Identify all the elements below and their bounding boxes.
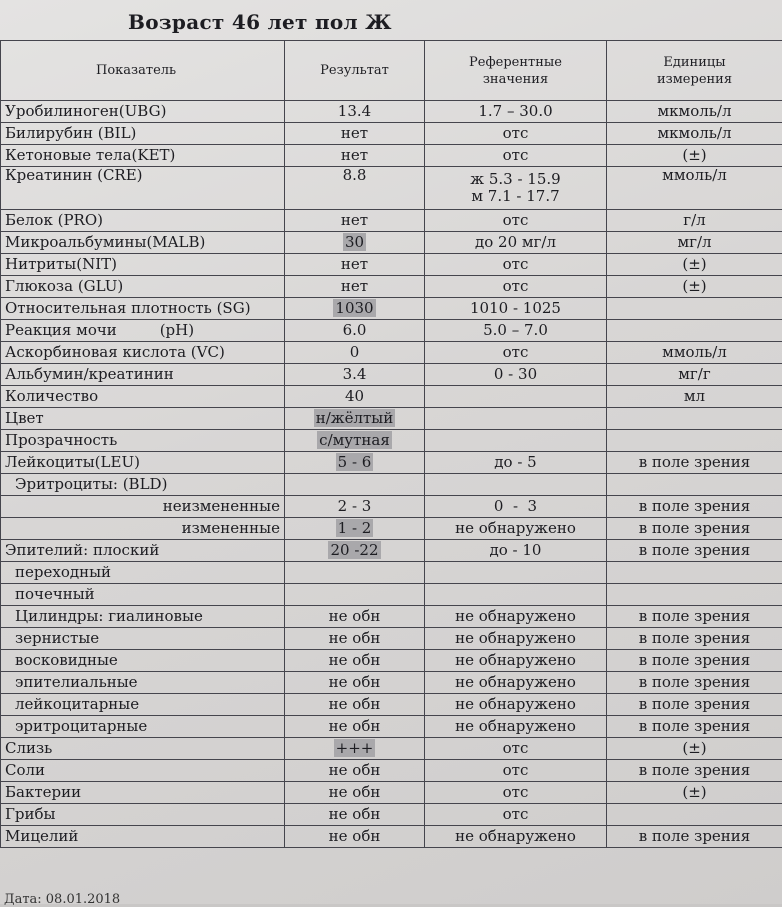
result-cell xyxy=(285,584,425,606)
table-row xyxy=(1,123,782,145)
unit-cell: в поле зрения xyxy=(607,540,782,562)
table-row xyxy=(1,101,782,123)
reference-cell: не обнаружено xyxy=(425,826,607,848)
result-cell: не обн xyxy=(285,672,425,694)
unit-cell: (±) xyxy=(607,276,782,298)
table-row xyxy=(1,672,782,694)
reference-cell: отс xyxy=(425,804,607,826)
table-row xyxy=(1,298,782,320)
reference-cell: отс xyxy=(425,123,607,145)
unit-cell: ммоль/л xyxy=(607,167,782,210)
reference-cell xyxy=(425,430,607,452)
reference-cell: до 20 мг/л xyxy=(425,232,607,254)
reference-cell: 0 - 3 xyxy=(425,496,607,518)
parameter-cell: Уробилиноген(UBG) xyxy=(1,101,285,123)
result-cell: не обн xyxy=(285,694,425,716)
unit-cell: в поле зрения xyxy=(607,650,782,672)
table-row xyxy=(1,518,782,540)
result-cell xyxy=(285,232,425,254)
result-cell: не обн xyxy=(285,804,425,826)
parameter-cell: Билирубин (BIL) xyxy=(1,123,285,145)
unit-cell: мкмоль/л xyxy=(607,123,782,145)
parameter-cell: почечный xyxy=(1,584,285,606)
unit-cell: (±) xyxy=(607,782,782,804)
unit-cell: в поле зрения xyxy=(607,628,782,650)
table-row xyxy=(1,738,782,760)
result-cell: 3.4 xyxy=(285,364,425,386)
reference-cell xyxy=(425,584,607,606)
unit-cell: мл xyxy=(607,386,782,408)
table-row xyxy=(1,650,782,672)
parameter-cell: Цилиндры: гиалиновые xyxy=(1,606,285,628)
parameter-cell: Соли xyxy=(1,760,285,782)
result-cell: нет xyxy=(285,210,425,232)
reference-cell: до - 10 xyxy=(425,540,607,562)
highlighted-value: 20 -22 xyxy=(328,541,380,559)
reference-cell xyxy=(425,386,607,408)
parameter-cell: эпителиальные xyxy=(1,672,285,694)
result-cell xyxy=(285,452,425,474)
reference-cell xyxy=(425,474,607,496)
unit-cell: в поле зрения xyxy=(607,672,782,694)
table-row xyxy=(1,452,782,474)
reference-cell: 1.7 – 30.0 xyxy=(425,101,607,123)
unit-cell: (±) xyxy=(607,145,782,167)
reference-cell: не обнаружено xyxy=(425,672,607,694)
reference-cell: 1010 - 1025 xyxy=(425,298,607,320)
result-cell: 8.8 xyxy=(285,167,425,210)
unit-cell xyxy=(607,298,782,320)
parameter-cell: Количество xyxy=(1,386,285,408)
result-cell: нет xyxy=(285,145,425,167)
result-cell: нет xyxy=(285,254,425,276)
reference-cell: отс xyxy=(425,782,607,804)
parameter-cell: Креатинин (CRE) xyxy=(1,167,285,210)
unit-cell: в поле зрения xyxy=(607,694,782,716)
table-row xyxy=(1,474,782,496)
parameter-cell: Слизь xyxy=(1,738,285,760)
reference-cell xyxy=(425,562,607,584)
table-row xyxy=(1,606,782,628)
table-row xyxy=(1,276,782,298)
reference-cell: отс xyxy=(425,738,607,760)
report-date: Дата: 08.01.2018 xyxy=(4,892,120,907)
parameter-cell: переходный xyxy=(1,562,285,584)
result-cell xyxy=(285,562,425,584)
parameter-cell: Белок (PRO) xyxy=(1,210,285,232)
reference-cell: 0 - 30 xyxy=(425,364,607,386)
result-cell: не обн xyxy=(285,760,425,782)
parameter-cell: эритроцитарные xyxy=(1,716,285,738)
unit-cell xyxy=(607,562,782,584)
parameter-cell: Относительная плотность (SG) xyxy=(1,298,285,320)
result-cell xyxy=(285,518,425,540)
parameter-cell: Эпителий: плоский xyxy=(1,540,285,562)
table-row xyxy=(1,804,782,826)
highlighted-value: с/мутная xyxy=(317,431,392,449)
unit-cell: мг/л xyxy=(607,232,782,254)
parameter-cell: Аскорбиновая кислота (VC) xyxy=(1,342,285,364)
parameter-cell: измененные xyxy=(1,518,285,540)
reference-cell: не обнаружено xyxy=(425,650,607,672)
parameter-cell: Лейкоциты(LEU) xyxy=(1,452,285,474)
table-row xyxy=(1,145,782,167)
result-cell: не обн xyxy=(285,650,425,672)
highlighted-value: +++ xyxy=(334,739,376,757)
table-row xyxy=(1,232,782,254)
result-cell xyxy=(285,738,425,760)
highlighted-value: 1030 xyxy=(333,299,375,317)
result-cell: не обн xyxy=(285,716,425,738)
parameter-cell: Кетоновые тела(KET) xyxy=(1,145,285,167)
result-cell: 40 xyxy=(285,386,425,408)
table-row xyxy=(1,320,782,342)
table-row xyxy=(1,694,782,716)
parameter-cell: Грибы xyxy=(1,804,285,826)
table-row xyxy=(1,584,782,606)
highlighted-value: н/жёлтый xyxy=(314,409,396,427)
result-cell: нет xyxy=(285,276,425,298)
table-row xyxy=(1,628,782,650)
result-cell xyxy=(285,298,425,320)
reference-cell: отс xyxy=(425,276,607,298)
unit-cell xyxy=(607,584,782,606)
reference-cell: не обнаружено xyxy=(425,694,607,716)
parameter-cell: неизмененные xyxy=(1,496,285,518)
highlighted-value: 30 xyxy=(343,233,366,251)
result-cell: не обн xyxy=(285,826,425,848)
parameter-cell: Бактерии xyxy=(1,782,285,804)
table-row xyxy=(1,408,782,430)
reference-cell xyxy=(425,408,607,430)
unit-cell: (±) xyxy=(607,738,782,760)
table-row xyxy=(1,167,782,210)
result-cell: 0 xyxy=(285,342,425,364)
unit-cell: ммоль/л xyxy=(607,342,782,364)
urinalysis-table xyxy=(0,40,782,848)
cre-ref-male: м 7.1 - 17.7 xyxy=(429,188,602,205)
unit-cell: в поле зрения xyxy=(607,826,782,848)
reference-cell: отс xyxy=(425,342,607,364)
result-cell xyxy=(285,474,425,496)
table-row xyxy=(1,760,782,782)
result-cell: не обн xyxy=(285,606,425,628)
result-cell: не обн xyxy=(285,782,425,804)
unit-cell xyxy=(607,408,782,430)
reference-cell: не обнаружено xyxy=(425,628,607,650)
unit-cell: мкмоль/л xyxy=(607,101,782,123)
result-cell xyxy=(285,430,425,452)
unit-cell: в поле зрения xyxy=(607,760,782,782)
column-header: Единицы измерения xyxy=(607,41,782,101)
result-cell xyxy=(285,408,425,430)
parameter-cell: Реакция мочи (pH) xyxy=(1,320,285,342)
table-row xyxy=(1,254,782,276)
reference-cell: 5.0 – 7.0 xyxy=(425,320,607,342)
parameter-cell: Нитриты(NIT) xyxy=(1,254,285,276)
unit-cell: в поле зрения xyxy=(607,518,782,540)
unit-cell xyxy=(607,804,782,826)
highlighted-value: 5 - 6 xyxy=(336,453,374,471)
reference-cell: отс xyxy=(425,210,607,232)
result-cell xyxy=(285,540,425,562)
reference-cell xyxy=(425,167,607,210)
parameter-cell: Цвет xyxy=(1,408,285,430)
column-header: Результат xyxy=(285,41,425,101)
unit-cell xyxy=(607,320,782,342)
unit-cell: (±) xyxy=(607,254,782,276)
table-row xyxy=(1,562,782,584)
table-row xyxy=(1,496,782,518)
unit-cell: мг/г xyxy=(607,364,782,386)
reference-cell: до - 5 xyxy=(425,452,607,474)
table-row xyxy=(1,430,782,452)
parameter-cell: Мицелий xyxy=(1,826,285,848)
result-cell: нет xyxy=(285,123,425,145)
unit-cell xyxy=(607,474,782,496)
table-row xyxy=(1,364,782,386)
table-row xyxy=(1,386,782,408)
parameter-cell: восковидные xyxy=(1,650,285,672)
reference-cell: отс xyxy=(425,254,607,276)
table-row xyxy=(1,540,782,562)
result-cell: 6.0 xyxy=(285,320,425,342)
unit-cell: в поле зрения xyxy=(607,716,782,738)
table-row xyxy=(1,716,782,738)
result-cell: не обн xyxy=(285,628,425,650)
unit-cell xyxy=(607,430,782,452)
cre-ref-female: ж 5.3 - 15.9 xyxy=(429,171,602,188)
table-row xyxy=(1,342,782,364)
parameter-cell: Альбумин/креатинин xyxy=(1,364,285,386)
unit-cell: в поле зрения xyxy=(607,452,782,474)
reference-cell: не обнаружено xyxy=(425,606,607,628)
reference-cell: отс xyxy=(425,145,607,167)
patient-header: Возраст 46 лет пол Ж xyxy=(128,10,392,34)
parameter-cell: зернистые xyxy=(1,628,285,650)
result-cell: 2 - 3 xyxy=(285,496,425,518)
table-row xyxy=(1,826,782,848)
table-row xyxy=(1,210,782,232)
result-cell: 13.4 xyxy=(285,101,425,123)
parameter-cell: лейкоцитарные xyxy=(1,694,285,716)
highlighted-value: 1 - 2 xyxy=(336,519,374,537)
parameter-cell: Прозрачность xyxy=(1,430,285,452)
reference-cell: не обнаружено xyxy=(425,518,607,540)
column-header: Показатель xyxy=(1,41,285,101)
unit-cell: г/л xyxy=(607,210,782,232)
parameter-cell: Глюкоза (GLU) xyxy=(1,276,285,298)
parameter-cell: Эритроциты: (BLD) xyxy=(1,474,285,496)
reference-cell: не обнаружено xyxy=(425,716,607,738)
parameter-cell: Микроальбумины(MALB) xyxy=(1,232,285,254)
table-row xyxy=(1,782,782,804)
unit-cell: в поле зрения xyxy=(607,496,782,518)
reference-cell: отс xyxy=(425,760,607,782)
unit-cell: в поле зрения xyxy=(607,606,782,628)
column-header: Референтные значения xyxy=(425,41,607,101)
